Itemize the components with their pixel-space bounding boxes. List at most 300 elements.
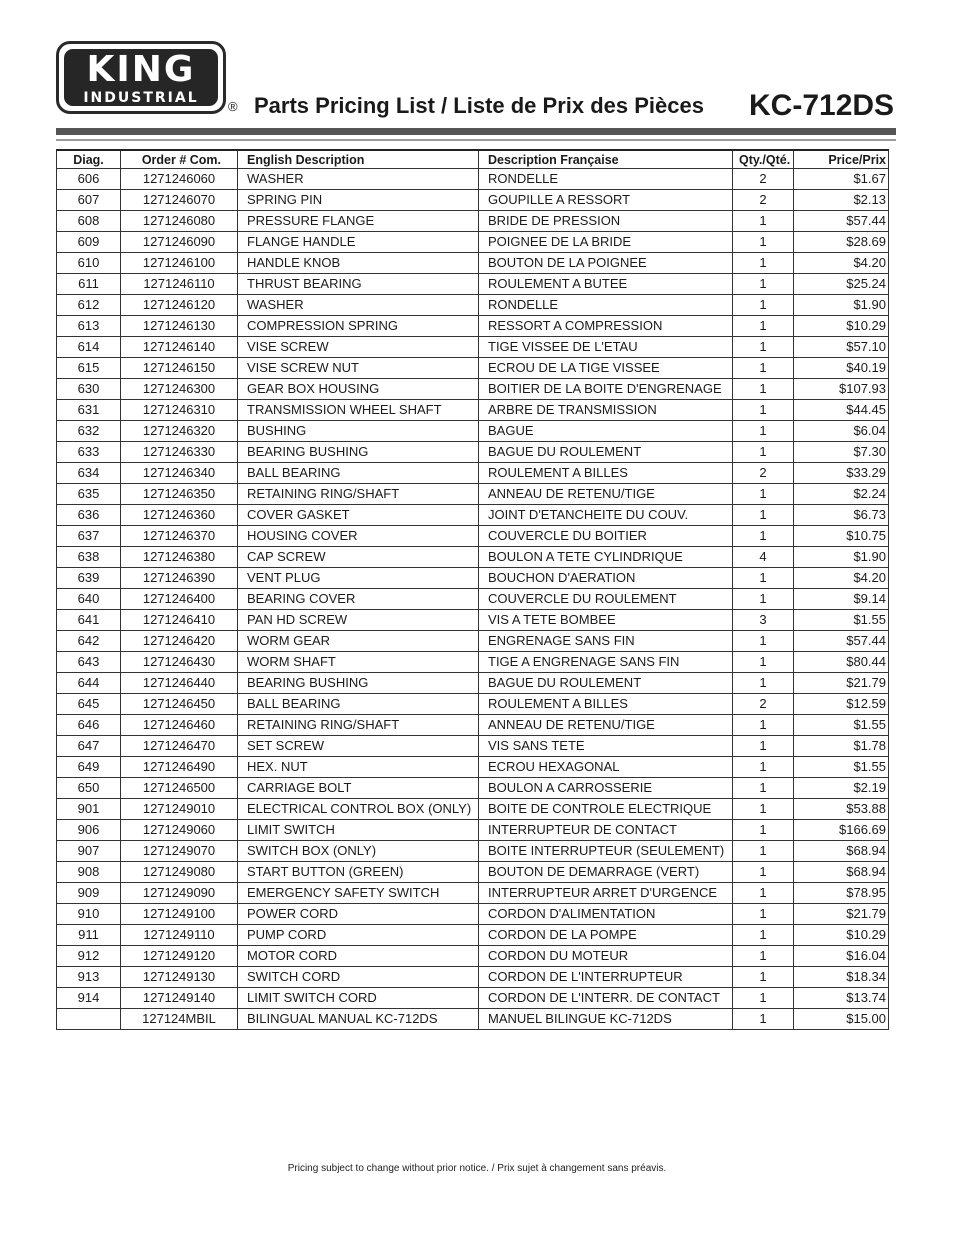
price-cell: $33.29: [794, 463, 889, 484]
order-number-cell: 1271246130: [121, 316, 238, 337]
price-cell: $78.95: [794, 883, 889, 904]
price-cell: $166.69: [794, 820, 889, 841]
order-number-cell: 1271249060: [121, 820, 238, 841]
diag-cell: 911: [57, 925, 121, 946]
english-description-cell: WORM SHAFT: [238, 652, 479, 673]
order-number-cell: 1271246120: [121, 295, 238, 316]
price-cell: $4.20: [794, 253, 889, 274]
french-description-cell: ROULEMENT A BILLES: [479, 694, 733, 715]
english-description-cell: RETAINING RING/SHAFT: [238, 715, 479, 736]
order-number-cell: 1271246390: [121, 568, 238, 589]
table-row: [57, 274, 889, 295]
diag-cell: 613: [57, 316, 121, 337]
french-description-cell: VIS A TETE BOMBEE: [479, 610, 733, 631]
quantity-cell: 1: [733, 274, 794, 295]
table-row: [57, 841, 889, 862]
diag-cell: 901: [57, 799, 121, 820]
french-description-cell: RONDELLE: [479, 295, 733, 316]
table-row: [57, 421, 889, 442]
order-number-cell: 1271249100: [121, 904, 238, 925]
english-description-cell: RETAINING RING/SHAFT: [238, 484, 479, 505]
page-title: Parts Pricing List / Liste de Prix des Pièces: [254, 93, 704, 118]
price-cell: $1.90: [794, 295, 889, 316]
price-cell: $40.19: [794, 358, 889, 379]
diag-cell: 632: [57, 421, 121, 442]
english-description-cell: SET SCREW: [238, 736, 479, 757]
english-description-cell: COVER GASKET: [238, 505, 479, 526]
table-row: [57, 652, 889, 673]
quantity-cell: 1: [733, 778, 794, 799]
french-description-cell: COUVERCLE DU ROULEMENT: [479, 589, 733, 610]
price-cell: $1.55: [794, 757, 889, 778]
french-description-cell: VIS SANS TETE: [479, 736, 733, 757]
english-description-cell: VENT PLUG: [238, 568, 479, 589]
diag-cell: 641: [57, 610, 121, 631]
price-cell: $15.00: [794, 1009, 889, 1030]
price-cell: $57.10: [794, 337, 889, 358]
diag-cell: 615: [57, 358, 121, 379]
french-description-cell: BOUCHON D'AERATION: [479, 568, 733, 589]
registered-mark: ®: [228, 99, 238, 114]
french-description-cell: ECROU HEXAGONAL: [479, 757, 733, 778]
diag-cell: 635: [57, 484, 121, 505]
price-cell: $57.44: [794, 211, 889, 232]
diag-cell: 630: [57, 379, 121, 400]
table-row: [57, 589, 889, 610]
french-description-cell: INTERRUPTEUR DE CONTACT: [479, 820, 733, 841]
english-description-cell: SWITCH BOX (ONLY): [238, 841, 479, 862]
diag-cell: 914: [57, 988, 121, 1009]
english-description-cell: BEARING COVER: [238, 589, 479, 610]
price-cell: $1.67: [794, 169, 889, 190]
diag-cell: 642: [57, 631, 121, 652]
logo-badge: [64, 49, 218, 106]
quantity-cell: 1: [733, 505, 794, 526]
diag-cell: 612: [57, 295, 121, 316]
price-cell: $2.13: [794, 190, 889, 211]
header-divider-thick: [56, 128, 896, 135]
order-number-cell: 1271249110: [121, 925, 238, 946]
english-description-cell: FLANGE HANDLE: [238, 232, 479, 253]
table-row: [57, 337, 889, 358]
diag-cell: 607: [57, 190, 121, 211]
english-description-cell: LIMIT SWITCH: [238, 820, 479, 841]
table-row: [57, 988, 889, 1009]
diag-cell: 634: [57, 463, 121, 484]
order-number-cell: 1271249090: [121, 883, 238, 904]
diag-cell: 609: [57, 232, 121, 253]
table-row: [57, 400, 889, 421]
table-row: [57, 295, 889, 316]
english-description-cell: WASHER: [238, 169, 479, 190]
english-description-cell: LIMIT SWITCH CORD: [238, 988, 479, 1009]
order-number-cell: 1271246490: [121, 757, 238, 778]
french-description-cell: BOITE DE CONTROLE ELECTRIQUE: [479, 799, 733, 820]
price-cell: $16.04: [794, 946, 889, 967]
english-description-cell: BEARING BUSHING: [238, 442, 479, 463]
diag-cell: 913: [57, 967, 121, 988]
french-description-cell: BAGUE DU ROULEMENT: [479, 442, 733, 463]
diag-cell: 650: [57, 778, 121, 799]
quantity-cell: 1: [733, 358, 794, 379]
table-header-row: [57, 150, 889, 169]
price-cell: $10.29: [794, 316, 889, 337]
table-row: [57, 778, 889, 799]
parts-table-body: [57, 169, 889, 1030]
price-cell: $21.79: [794, 673, 889, 694]
quantity-cell: 1: [733, 946, 794, 967]
order-number-cell: 1271246330: [121, 442, 238, 463]
order-number-cell: 1271246400: [121, 589, 238, 610]
quantity-cell: 2: [733, 190, 794, 211]
price-cell: $13.74: [794, 988, 889, 1009]
quantity-cell: 1: [733, 652, 794, 673]
diag-cell: 637: [57, 526, 121, 547]
table-row: [57, 379, 889, 400]
english-description-cell: HEX. NUT: [238, 757, 479, 778]
order-number-cell: 1271246380: [121, 547, 238, 568]
table-row: [57, 211, 889, 232]
quantity-cell: 1: [733, 211, 794, 232]
quantity-cell: 1: [733, 421, 794, 442]
order-number-cell: 1271246080: [121, 211, 238, 232]
english-description-cell: MOTOR CORD: [238, 946, 479, 967]
french-description-cell: TIGE VISSEE DE L'ETAU: [479, 337, 733, 358]
order-number-cell: 1271249120: [121, 946, 238, 967]
order-number-cell: 1271246060: [121, 169, 238, 190]
table-row: [57, 715, 889, 736]
english-description-cell: VISE SCREW: [238, 337, 479, 358]
french-description-cell: ANNEAU DE RETENU/TIGE: [479, 484, 733, 505]
table-row: [57, 442, 889, 463]
quantity-cell: 1: [733, 820, 794, 841]
diag-cell: 639: [57, 568, 121, 589]
diag-cell: 608: [57, 211, 121, 232]
english-description-cell: HOUSING COVER: [238, 526, 479, 547]
french-description-cell: INTERRUPTEUR ARRET D'URGENCE: [479, 883, 733, 904]
price-cell: $25.24: [794, 274, 889, 295]
diag-cell: 633: [57, 442, 121, 463]
quantity-cell: 1: [733, 589, 794, 610]
french-description-cell: CORDON D'ALIMENTATION: [479, 904, 733, 925]
quantity-cell: 1: [733, 232, 794, 253]
table-row: [57, 820, 889, 841]
logo-subtitle: INDUSTRIAL: [83, 90, 199, 106]
order-number-cell: 1271249140: [121, 988, 238, 1009]
quantity-cell: 4: [733, 547, 794, 568]
order-number-cell: 127124MBIL: [121, 1009, 238, 1030]
header-divider-thin: [56, 139, 896, 141]
english-description-cell: COMPRESSION SPRING: [238, 316, 479, 337]
diag-cell: 636: [57, 505, 121, 526]
quantity-cell: 1: [733, 904, 794, 925]
order-number-cell: 1271246430: [121, 652, 238, 673]
price-cell: $57.44: [794, 631, 889, 652]
french-description-cell: ARBRE DE TRANSMISSION: [479, 400, 733, 421]
order-number-cell: 1271246150: [121, 358, 238, 379]
french-description-cell: BAGUE: [479, 421, 733, 442]
quantity-cell: 1: [733, 841, 794, 862]
price-cell: $18.34: [794, 967, 889, 988]
english-description-cell: BALL BEARING: [238, 694, 479, 715]
diag-cell: 643: [57, 652, 121, 673]
quantity-cell: 2: [733, 463, 794, 484]
table-row: [57, 358, 889, 379]
diag-cell: 907: [57, 841, 121, 862]
french-description-cell: TIGE A ENGRENAGE SANS FIN: [479, 652, 733, 673]
quantity-cell: 1: [733, 862, 794, 883]
price-cell: $1.90: [794, 547, 889, 568]
english-description-cell: WASHER: [238, 295, 479, 316]
price-cell: $53.88: [794, 799, 889, 820]
order-number-cell: 1271249010: [121, 799, 238, 820]
diag-cell: 906: [57, 820, 121, 841]
diag-cell: 649: [57, 757, 121, 778]
price-cell: $1.55: [794, 715, 889, 736]
quantity-cell: 1: [733, 967, 794, 988]
french-description-cell: ROULEMENT A BUTEE: [479, 274, 733, 295]
english-description-cell: BEARING BUSHING: [238, 673, 479, 694]
price-cell: $1.55: [794, 610, 889, 631]
table-row: [57, 253, 889, 274]
order-number-cell: 1271246320: [121, 421, 238, 442]
logo-wordmark: KING: [86, 49, 196, 90]
price-cell: $2.24: [794, 484, 889, 505]
french-description-cell: BOULON A TETE CYLINDRIQUE: [479, 547, 733, 568]
price-cell: $68.94: [794, 841, 889, 862]
english-description-cell: GEAR BOX HOUSING: [238, 379, 479, 400]
diag-cell: 912: [57, 946, 121, 967]
french-description-cell: BRIDE DE PRESSION: [479, 211, 733, 232]
quantity-cell: 1: [733, 337, 794, 358]
table-row: [57, 316, 889, 337]
table-row: [57, 925, 889, 946]
french-description-cell: RESSORT A COMPRESSION: [479, 316, 733, 337]
column-header-qty: Qty./Qté.: [733, 150, 794, 169]
pricing-disclaimer: Pricing subject to change without prior notice. / Prix sujet à changement sans préavis.: [287, 1163, 667, 1174]
diag-cell: 644: [57, 673, 121, 694]
table-row: [57, 232, 889, 253]
diag-cell: 611: [57, 274, 121, 295]
diag-cell: 645: [57, 694, 121, 715]
price-cell: $10.29: [794, 925, 889, 946]
price-cell: $2.19: [794, 778, 889, 799]
order-number-cell: 1271246500: [121, 778, 238, 799]
table-row: [57, 694, 889, 715]
french-description-cell: ENGRENAGE SANS FIN: [479, 631, 733, 652]
french-description-cell: BOITE INTERRUPTEUR (SEULEMENT): [479, 841, 733, 862]
table-row: [57, 757, 889, 778]
quantity-cell: 1: [733, 757, 794, 778]
french-description-cell: BOITIER DE LA BOITE D'ENGRENAGE: [479, 379, 733, 400]
diag-cell: 606: [57, 169, 121, 190]
quantity-cell: 1: [733, 316, 794, 337]
english-description-cell: ELECTRICAL CONTROL BOX (ONLY): [238, 799, 479, 820]
quantity-cell: 1: [733, 715, 794, 736]
english-description-cell: PAN HD SCREW: [238, 610, 479, 631]
price-cell: $12.59: [794, 694, 889, 715]
french-description-cell: RONDELLE: [479, 169, 733, 190]
price-cell: $68.94: [794, 862, 889, 883]
quantity-cell: 3: [733, 610, 794, 631]
price-cell: $10.75: [794, 526, 889, 547]
table-row: [57, 631, 889, 652]
table-row: [57, 463, 889, 484]
french-description-cell: POIGNEE DE LA BRIDE: [479, 232, 733, 253]
french-description-cell: COUVERCLE DU BOITIER: [479, 526, 733, 547]
french-description-cell: BOULON A CARROSSERIE: [479, 778, 733, 799]
table-row: [57, 946, 889, 967]
diag-cell: 647: [57, 736, 121, 757]
order-number-cell: 1271246360: [121, 505, 238, 526]
table-row: [57, 190, 889, 211]
order-number-cell: 1271246110: [121, 274, 238, 295]
order-number-cell: 1271246300: [121, 379, 238, 400]
english-description-cell: PUMP CORD: [238, 925, 479, 946]
english-description-cell: CARRIAGE BOLT: [238, 778, 479, 799]
diag-cell: 908: [57, 862, 121, 883]
english-description-cell: BUSHING: [238, 421, 479, 442]
quantity-cell: 1: [733, 736, 794, 757]
order-number-cell: 1271246460: [121, 715, 238, 736]
english-description-cell: VISE SCREW NUT: [238, 358, 479, 379]
diag-cell: 646: [57, 715, 121, 736]
price-cell: $44.45: [794, 400, 889, 421]
french-description-cell: CORDON DE L'INTERRUPTEUR: [479, 967, 733, 988]
english-description-cell: BALL BEARING: [238, 463, 479, 484]
diag-cell: [57, 1009, 121, 1030]
english-description-cell: HANDLE KNOB: [238, 253, 479, 274]
quantity-cell: 1: [733, 925, 794, 946]
english-description-cell: SPRING PIN: [238, 190, 479, 211]
order-number-cell: 1271246470: [121, 736, 238, 757]
french-description-cell: BAGUE DU ROULEMENT: [479, 673, 733, 694]
order-number-cell: 1271246070: [121, 190, 238, 211]
order-number-cell: 1271246310: [121, 400, 238, 421]
french-description-cell: BOUTON DE LA POIGNEE: [479, 253, 733, 274]
table-row: [57, 967, 889, 988]
quantity-cell: 1: [733, 673, 794, 694]
column-header-diag: Diag.: [57, 150, 121, 169]
french-description-cell: CORDON DE LA POMPE: [479, 925, 733, 946]
quantity-cell: 2: [733, 169, 794, 190]
order-number-cell: 1271246420: [121, 631, 238, 652]
english-description-cell: EMERGENCY SAFETY SWITCH: [238, 883, 479, 904]
quantity-cell: 1: [733, 799, 794, 820]
english-description-cell: THRUST BEARING: [238, 274, 479, 295]
order-number-cell: 1271246100: [121, 253, 238, 274]
parts-pricing-table: [56, 149, 889, 1030]
order-number-cell: 1271246440: [121, 673, 238, 694]
french-description-cell: BOUTON DE DEMARRAGE (VERT): [479, 862, 733, 883]
french-description-cell: ANNEAU DE RETENU/TIGE: [479, 715, 733, 736]
diag-cell: 614: [57, 337, 121, 358]
english-description-cell: CAP SCREW: [238, 547, 479, 568]
french-description-cell: CORDON DU MOTEUR: [479, 946, 733, 967]
price-cell: $1.78: [794, 736, 889, 757]
order-number-cell: 1271249070: [121, 841, 238, 862]
column-header-order: Order # Com.: [121, 150, 238, 169]
order-number-cell: 1271249080: [121, 862, 238, 883]
quantity-cell: 1: [733, 400, 794, 421]
table-row: [57, 547, 889, 568]
french-description-cell: GOUPILLE A RESSORT: [479, 190, 733, 211]
diag-cell: 610: [57, 253, 121, 274]
quantity-cell: 1: [733, 253, 794, 274]
price-cell: $107.93: [794, 379, 889, 400]
french-description-cell: MANUEL BILINGUE KC-712DS: [479, 1009, 733, 1030]
quantity-cell: 2: [733, 694, 794, 715]
table-row: [57, 169, 889, 190]
column-header-english: English Description: [238, 150, 479, 169]
table-row: [57, 673, 889, 694]
order-number-cell: 1271246410: [121, 610, 238, 631]
english-description-cell: PRESSURE FLANGE: [238, 211, 479, 232]
order-number-cell: 1271246370: [121, 526, 238, 547]
diag-cell: 909: [57, 883, 121, 904]
order-number-cell: 1271246450: [121, 694, 238, 715]
table-row: [57, 883, 889, 904]
table-row: [57, 799, 889, 820]
price-cell: $6.04: [794, 421, 889, 442]
quantity-cell: 1: [733, 631, 794, 652]
table-row: [57, 484, 889, 505]
price-cell: $6.73: [794, 505, 889, 526]
price-cell: $7.30: [794, 442, 889, 463]
table-row: [57, 736, 889, 757]
quantity-cell: 1: [733, 568, 794, 589]
order-number-cell: 1271246140: [121, 337, 238, 358]
table-row: [57, 1009, 889, 1030]
table-row: [57, 904, 889, 925]
order-number-cell: 1271249130: [121, 967, 238, 988]
quantity-cell: 1: [733, 484, 794, 505]
price-cell: $9.14: [794, 589, 889, 610]
table-row: [57, 505, 889, 526]
table-row: [57, 526, 889, 547]
diag-cell: 638: [57, 547, 121, 568]
english-description-cell: BILINGUAL MANUAL KC-712DS: [238, 1009, 479, 1030]
order-number-cell: 1271246090: [121, 232, 238, 253]
french-description-cell: ECROU DE LA TIGE VISSEE: [479, 358, 733, 379]
quantity-cell: 1: [733, 1009, 794, 1030]
price-cell: $21.79: [794, 904, 889, 925]
english-description-cell: TRANSMISSION WHEEL SHAFT: [238, 400, 479, 421]
english-description-cell: SWITCH CORD: [238, 967, 479, 988]
table-row: [57, 610, 889, 631]
column-header-price: Price/Prix: [794, 150, 889, 169]
french-description-cell: JOINT D'ETANCHEITE DU COUV.: [479, 505, 733, 526]
column-header-french: Description Française: [479, 150, 733, 169]
diag-cell: 631: [57, 400, 121, 421]
quantity-cell: 1: [733, 442, 794, 463]
english-description-cell: POWER CORD: [238, 904, 479, 925]
english-description-cell: START BUTTON (GREEN): [238, 862, 479, 883]
order-number-cell: 1271246340: [121, 463, 238, 484]
table-row: [57, 568, 889, 589]
diag-cell: 910: [57, 904, 121, 925]
quantity-cell: 1: [733, 295, 794, 316]
king-industrial-logo: [56, 41, 226, 114]
quantity-cell: 1: [733, 883, 794, 904]
french-description-cell: ROULEMENT A BILLES: [479, 463, 733, 484]
quantity-cell: 1: [733, 526, 794, 547]
quantity-cell: 1: [733, 988, 794, 1009]
model-number: KC-712DS: [749, 89, 895, 122]
order-number-cell: 1271246350: [121, 484, 238, 505]
french-description-cell: CORDON DE L'INTERR. DE CONTACT: [479, 988, 733, 1009]
table-row: [57, 862, 889, 883]
